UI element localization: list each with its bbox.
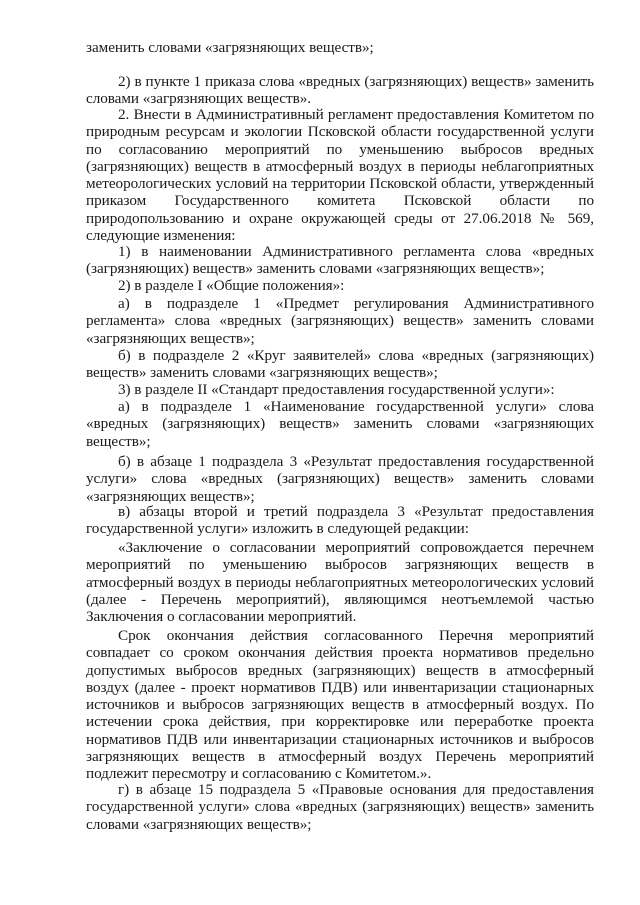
paragraph-quote-term: Срок окончания действия согласованного Перечня мероприятий совпадает со сроком окончания действия проекта нормативов предельно допустимых выбросов вредных (загрязняющих) веществ в атмосферный воздух (далее - проект нормативов ПДВ) или инвентаризации стационарных источников и выбросов загрязняющих веществ в атмосферный воздух. По истечении срока действия, при корректировке или переработке проекта нормативов ПДВ или инвентаризации стационарных источников и выбросов загрязняющих веществ в атмосферный воздух Перечень мероприятий подлежит пересмотру и согласованию с Комитетом.». xyxy=(86,627,594,783)
paragraph-amendment-2a: а) в подразделе 1 «Предмет регулирования Административного регламента» слова «вредных (загрязняющих) веществ» заменить словами «загрязняющих веществ»; xyxy=(86,295,594,347)
paragraph-continuation: заменить словами «загрязняющих веществ»; xyxy=(86,39,374,56)
paragraph-item-2: 2) в пункте 1 приказа слова «вредных (загрязняющих) веществ» заменить словами «загрязняющих веществ». xyxy=(86,73,594,108)
paragraph-amendment-2: 2) в разделе I «Общие положения»: xyxy=(118,277,345,294)
paragraph-amendment-3b: б) в абзаце 1 подраздела 3 «Результат предоставления государственной услуги» слова «вредных (загрязняющих) веществ» заменить словами «загрязняющих веществ»; xyxy=(86,453,594,505)
paragraph-amendment-3a: а) в подразделе 1 «Наименование государственной услуги» слова «вредных (загрязняющих) веществ» заменить словами «загрязняющих веществ»; xyxy=(86,398,594,450)
paragraph-quote-conclusion: «Заключение о согласовании мероприятий сопровождается перечнем мероприятий по уменьшению выбросов загрязняющих веществ в атмосферный воздух в периоды неблагоприятных метеорологических условий (далее - Перечень мероприятий), являющимся неотъемлемой частью Заключения о согласовании мероприятий. xyxy=(86,539,594,626)
paragraph-amendment-3g: г) в абзаце 15 подраздела 5 «Правовые основания для предоставления государственной услуги» слова «вредных (загрязняющих) веществ» заменить словами «загрязняющих веществ»; xyxy=(86,781,594,833)
paragraph-amendment-3v: в) абзацы второй и третий подраздела 3 «Результат предоставления государственной услуги» изложить в следующей редакции: xyxy=(86,503,594,538)
paragraph-section-2: 2. Внести в Административный регламент предоставления Комитетом по природным ресурсам и экологии Псковской области государственной услуги по согласованию мероприятий по уменьшению выбросов вредных (загрязняющих) веществ в атмосферный воздух в периоды неблагоприятных метеорологических условий на территории Псковской области, утвержденный приказом Государственного комитета Псковской области по природопользованию и охране окружающей среды от 27.06.2018 № 569, следующие изменения: xyxy=(86,106,594,245)
paragraph-amendment-1: 1) в наименовании Административного регламента слова «вредных (загрязняющих) веществ» заменить словами «загрязняющих веществ»; xyxy=(86,243,594,278)
paragraph-amendment-3: 3) в разделе II «Стандарт предоставления государственной услуги»: xyxy=(118,381,555,398)
paragraph-amendment-2b: б) в подразделе 2 «Круг заявителей» слова «вредных (загрязняющих) веществ» заменить словами «загрязняющих веществ»; xyxy=(86,347,594,382)
